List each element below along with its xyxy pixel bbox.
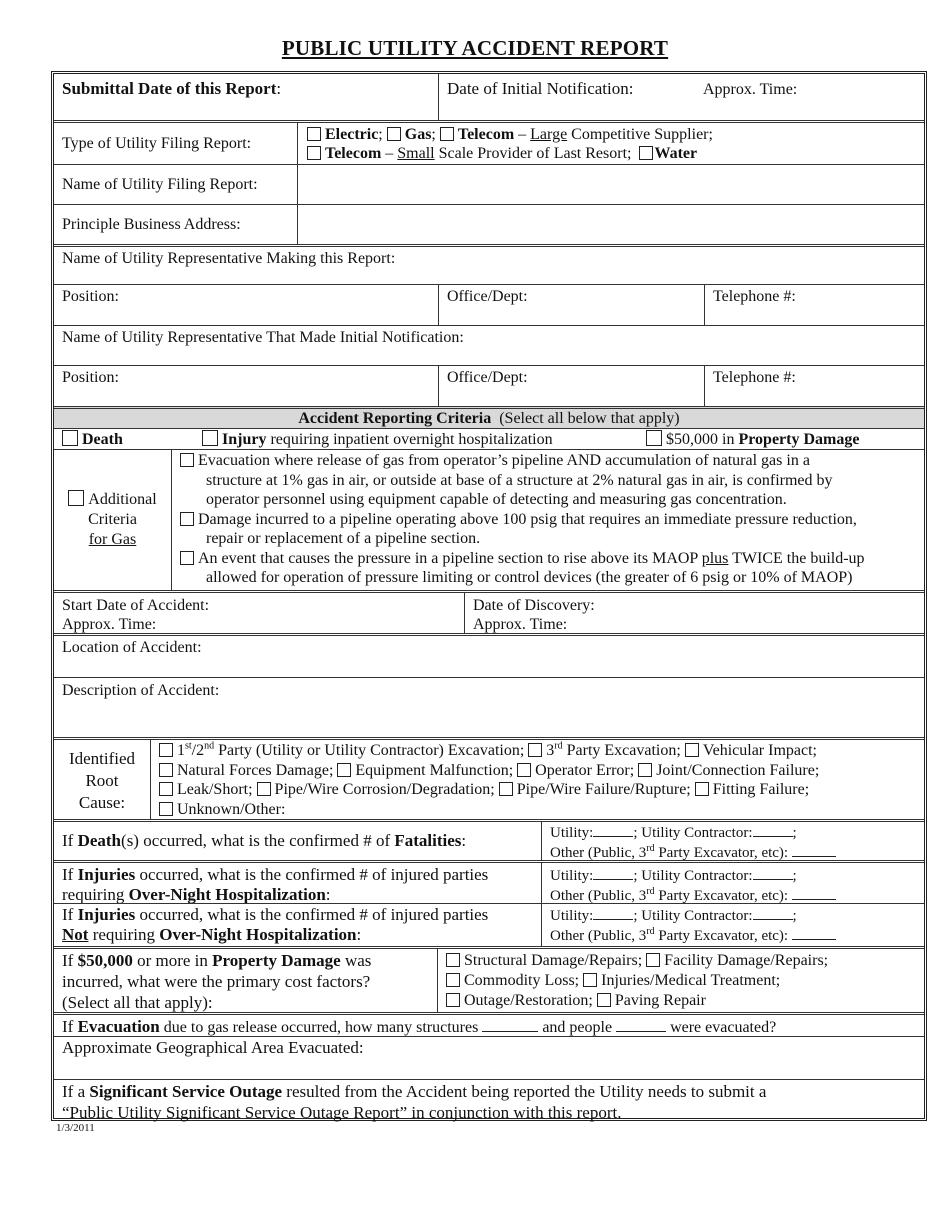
death-option[interactable]: Death <box>62 430 123 449</box>
equipment-malfunction-checkbox[interactable] <box>337 763 351 777</box>
outage-note-row <box>54 1079 924 1122</box>
injuries-not-row <box>54 903 924 946</box>
telecom-small-checkbox[interactable] <box>307 146 321 160</box>
description-row <box>54 677 924 737</box>
electric-checkbox[interactable] <box>307 127 321 141</box>
submittal-row <box>54 74 924 120</box>
initial-notification-label: Date of Initial Notification: <box>447 79 634 98</box>
injuries-overnight-counts: Utility: ; Utility Contractor: ; Other (Public, 3rd Party Excavator, etc): <box>541 863 924 903</box>
noninj-other-input[interactable] <box>792 926 836 940</box>
cost-factor-options: Structural Damage/Repairs; Facility Damage/Repairs; Commodity Loss; Injuries/Medical Treatment; Outage/Restoration; Paving Repair <box>437 949 924 1012</box>
location-row <box>54 633 924 677</box>
injuries-overnight-question: If Injuries occurred, what is the confirmed # of injured parties requiring Over-Night Hospitalization: <box>62 865 489 904</box>
operator-error-checkbox[interactable] <box>517 763 531 777</box>
rep-making-contact-row <box>54 284 924 325</box>
utility-name-row <box>54 164 924 204</box>
gas-evacuation-checkbox[interactable] <box>180 453 194 467</box>
evacuation-question: If Evacuation due to gas release occurred, how many structures and people were evacuated? <box>62 1017 777 1036</box>
start-date-field[interactable]: Start Date of Accident: Approx. Time: <box>62 597 210 633</box>
evac-people-input[interactable] <box>616 1018 666 1032</box>
fatal-contractor-input[interactable] <box>753 823 793 837</box>
commodity-loss-checkbox[interactable] <box>446 973 460 987</box>
property-damage-question: If $50,000 or more in Property Damage was incurred, what were the primary cost factors? (Select all that apply): <box>62 951 372 1012</box>
geo-area-row <box>54 1036 924 1079</box>
fatalities-row <box>54 819 924 860</box>
rep-making-field[interactable] <box>54 247 924 284</box>
root-cause-options: 1st/2nd Party (Utility or Utility Contractor) Excavation; 3rd Party Excavation; Vehicular Impact; Natural Forces Damage; Equipment Malfunction; Operator Error; Joint/Connection Failure; Leak/Short; Pipe/Wire Corrosion/Degradation; Pipe/Wire Failure/Rupture; Fitting Failure; Unknown/Other: <box>150 740 924 819</box>
rep-initial-field[interactable] <box>54 326 924 365</box>
third-party-excavation-checkbox[interactable] <box>528 743 542 757</box>
injuries-not-question: If Injuries occurred, what is the confirmed # of injured parties Not requiring Over-Night Hospitalization: <box>62 905 489 944</box>
rupture-checkbox[interactable] <box>499 782 513 796</box>
location-field[interactable]: Location of Accident: <box>62 639 202 656</box>
property-damage-option[interactable]: $50,000 in Property Damage <box>646 430 859 449</box>
rep-initial-contact-row <box>54 365 924 406</box>
gas-pressure-checkbox[interactable] <box>180 551 194 565</box>
inj-other-input[interactable] <box>792 886 836 900</box>
natural-forces-checkbox[interactable] <box>159 763 173 777</box>
root-cause-label: Identified Root Cause: <box>68 749 136 812</box>
outage-restoration-checkbox[interactable] <box>446 993 460 1007</box>
telecom-large-checkbox[interactable] <box>440 127 454 141</box>
criteria-primary-row <box>54 428 924 449</box>
fitting-failure-checkbox[interactable] <box>695 782 709 796</box>
medical-treatment-checkbox[interactable] <box>583 973 597 987</box>
water-checkbox[interactable] <box>639 146 653 160</box>
utility-type-row <box>54 120 924 164</box>
accident-report-form <box>51 71 927 1121</box>
rep-making-row <box>54 244 924 284</box>
corrosion-checkbox[interactable] <box>257 782 271 796</box>
utility-type-label: Type of Utility Filing Report: <box>62 135 252 152</box>
fatalities-counts: Utility: ; Utility Contractor: ; Other (Public, 3rd Party Excavator, etc): <box>541 822 924 860</box>
criteria-heading: Accident Reporting Criteria (Select all below that apply) <box>54 406 924 428</box>
office-dept-field[interactable]: Office/Dept: <box>438 285 704 325</box>
submittal-date-label: Submittal Date of this Report <box>62 79 277 98</box>
evacuation-row <box>54 1012 924 1036</box>
form-version-date: 1/3/2011 <box>56 1122 95 1134</box>
discovery-date-field[interactable]: Date of Discovery: Approx. Time: <box>464 593 924 633</box>
gas-criteria-options: Evacuation where release of gas from operator’s pipeline AND accumulation of natural gas in a structure at 1% gas in air, or outside at base of a structure at 2% natural gas in air, is confirmed by operator personnel using equipment capable of detecting and measuring gas concentration. Damage incurred to a pipeline operating above 100 psig that requires an immediate pressure reduction, repair or replacement of a pipeline section. An event that causes the pressure in a pipeline section to rise above its MAOP plus TWICE the build-up allowed for operation of pressure limiting or control devices (the greater of 6 psig or 10% of MAOP) <box>171 450 924 590</box>
business-address-label: Principle Business Address: <box>62 216 241 233</box>
evac-structures-input[interactable] <box>482 1018 538 1032</box>
property-damage-row <box>54 946 924 1012</box>
additional-criteria-checkbox[interactable] <box>68 490 84 506</box>
rep-initial-row <box>54 325 924 365</box>
facility-damage-checkbox[interactable] <box>646 953 660 967</box>
initial-approx-time-label: Approx. Time: <box>703 81 798 98</box>
property-damage-checkbox[interactable] <box>646 430 662 446</box>
inj-utility-input[interactable] <box>593 866 633 880</box>
party-excavation-checkbox[interactable] <box>159 743 173 757</box>
vehicular-impact-checkbox[interactable] <box>685 743 699 757</box>
gas-criteria-row <box>54 449 924 590</box>
noninj-utility-input[interactable] <box>593 906 633 920</box>
death-checkbox[interactable] <box>62 430 78 446</box>
position-field[interactable]: Position: <box>62 288 119 305</box>
utility-name-field[interactable] <box>297 165 924 204</box>
injuries-overnight-row <box>54 860 924 903</box>
page-title: PUBLIC UTILITY ACCIDENT REPORT <box>281 36 669 60</box>
injury-option[interactable]: Injury requiring inpatient overnight hospitalization <box>202 430 553 449</box>
noninj-contractor-input[interactable] <box>753 906 793 920</box>
unknown-other-checkbox[interactable] <box>159 802 173 816</box>
business-address-field[interactable] <box>297 205 924 244</box>
structural-damage-checkbox[interactable] <box>446 953 460 967</box>
fatalities-question: If Death(s) occurred, what is the confirmed # of Fatalities: <box>62 831 467 850</box>
joint-failure-checkbox[interactable] <box>638 763 652 777</box>
office-dept-field-2[interactable]: Office/Dept: <box>438 366 704 406</box>
initial-notification-field[interactable] <box>438 74 924 120</box>
utility-name-label: Name of Utility Filing Report: <box>62 176 258 193</box>
injury-checkbox[interactable] <box>202 430 218 446</box>
accident-dates-row <box>54 590 924 633</box>
additional-criteria-label: Additional Criteria for Gas <box>54 450 171 590</box>
gas-pipeline-damage-checkbox[interactable] <box>180 512 194 526</box>
submittal-date-field[interactable]: Submittal Date of this Report: <box>62 79 282 98</box>
paving-repair-checkbox[interactable] <box>597 993 611 1007</box>
gas-checkbox[interactable] <box>387 127 401 141</box>
root-cause-row <box>54 737 924 819</box>
injuries-not-counts: Utility: ; Utility Contractor: ; Other (Public, 3rd Party Excavator, etc): <box>541 904 924 946</box>
outage-note: If a Significant Service Outage resulted from the Accident being reported the Utility needs to submit a “Public Utility Significant Service Outage Report” in conjunction with this report. <box>62 1082 767 1122</box>
utility-type-options: Electric; Gas; Telecom – Large Competitive Supplier; Telecom – Small Scale Provider of Last Resort; Water <box>297 123 924 164</box>
business-address-row <box>54 204 924 244</box>
leak-short-checkbox[interactable] <box>159 782 173 796</box>
fatal-other-input[interactable] <box>792 843 836 857</box>
telephone-field[interactable]: Telephone #: <box>704 285 924 325</box>
fatal-utility-input[interactable] <box>593 823 633 837</box>
rep-initial-label: Name of Utility Representative That Made Initial Notification: <box>62 329 464 346</box>
geo-area-field[interactable]: Approximate Geographical Area Evacuated: <box>62 1038 364 1057</box>
inj-contractor-input[interactable] <box>753 866 793 880</box>
position-field-2[interactable]: Position: <box>62 369 119 386</box>
rep-making-label: Name of Utility Representative Making this Report: <box>62 250 396 267</box>
description-field[interactable]: Description of Accident: <box>62 682 220 699</box>
telephone-field-2[interactable]: Telephone #: <box>704 366 924 406</box>
